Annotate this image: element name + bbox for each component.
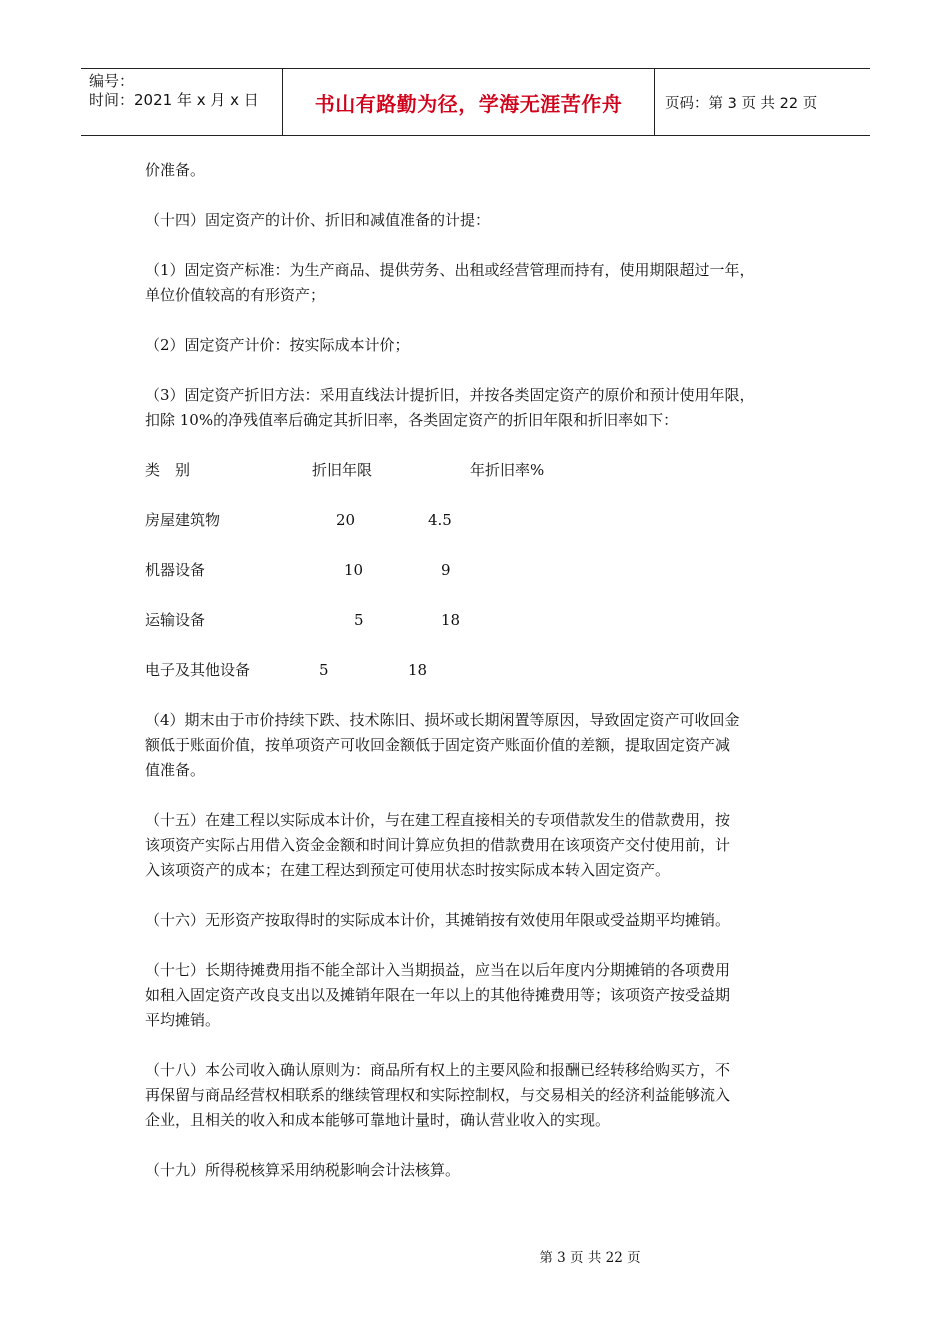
column-header-rate: 年折旧率% [470, 461, 545, 479]
column-header-years: 折旧年限 [312, 461, 373, 479]
footer-page-number: 第 3 页 共 22 页 [539, 1250, 641, 1266]
row-years: 5 [354, 611, 364, 629]
row-rate: 4.5 [428, 511, 452, 529]
paragraph: （2）固定资产计价：按实际成本计价； [145, 336, 410, 354]
section-heading: （十四）固定资产的计价、折旧和减值准备的计提： [145, 211, 491, 229]
row-category: 电子及其他设备 [145, 661, 251, 679]
row-category: 房屋建筑物 [145, 511, 221, 529]
row-category: 机器设备 [145, 561, 206, 579]
paragraph-line: （1）固定资产标准：为生产商品、提供劳务、出租或经营管理而持有，使用期限超过一年， [145, 261, 755, 279]
row-years: 20 [336, 511, 356, 529]
paragraph-line: （十五）在建工程以实际成本计价，与在建工程直接相关的专项借款发生的借款费用，按 [145, 811, 731, 829]
paragraph-line: （4）期末由于市价持续下跌、技术陈旧、损坏或长期闲置等原因，导致固定资产可收回金 [145, 711, 740, 729]
paragraph: （十九）所得税核算采用纳税影响会计法核算。 [145, 1161, 461, 1179]
document-body [145, 158, 815, 1183]
paragraph-line: （十七）长期待摊费用指不能全部计入当期损益，应当在以后年度内分期摊销的各项费用 [145, 961, 731, 979]
row-rate: 18 [408, 661, 428, 679]
row-rate: 18 [441, 611, 461, 629]
table-row [145, 658, 815, 683]
paragraph-line: 企业，且相关的收入和成本能够可靠地计量时，确认营业收入的实现。 [145, 1111, 611, 1129]
row-years: 10 [344, 561, 364, 579]
column-header-category: 类 别 [145, 461, 191, 479]
header-page-label: 页码：第 3 页 共 22 页 [665, 95, 818, 112]
page-footer [0, 1246, 950, 1266]
paragraph-line: （3）固定资产折旧方法：采用直线法计提折旧，并按各类固定资产的原价和预计使用年限， [145, 386, 755, 404]
paragraph-line: 值准备。 [145, 761, 206, 779]
paragraph-line: 平均摊销。 [145, 1011, 221, 1029]
page-header [81, 68, 870, 136]
header-motto: 书山有路勤为径，学海无涯苦作舟 [282, 69, 655, 135]
row-category: 运输设备 [145, 611, 206, 629]
table-header-row [145, 458, 815, 483]
table-row [145, 508, 815, 533]
paragraph: （十六）无形资产按取得时的实际成本计价，其摊销按有效使用年限或受益期平均摊销。 [145, 911, 731, 929]
paragraph-line: （十八）本公司收入确认原则为：商品所有权上的主要风险和报酬已经转移给购买方，不 [145, 1061, 731, 1079]
row-rate: 9 [441, 561, 451, 579]
row-years: 5 [319, 661, 329, 679]
header-meta [81, 69, 282, 135]
paragraph-line: 再保留与商品经营权相联系的继续管理权和实际控制权，与交易相关的经济利益能够流入 [145, 1086, 731, 1104]
paragraph-line: 额低于账面价值，按单项资产可收回金额低于固定资产账面价值的差额，提取固定资产减 [145, 736, 731, 754]
code-label: 编号： [89, 72, 135, 90]
time-label: 时间：2021 年 x 月 x 日 [89, 91, 259, 109]
paragraph-line: 单位价值较高的有形资产； [145, 286, 326, 304]
paragraph-line: 如租入固定资产改良支出以及摊销年限在一年以上的其他待摊费用等；该项资产按受益期 [145, 986, 731, 1004]
paragraph-line: 扣除 10%的净残值率后确定其折旧率，各类固定资产的折旧年限和折旧率如下： [145, 411, 679, 429]
paragraph-line: 该项资产实际占用借入资金金额和时间计算应负担的借款费用在该项资产交付使用前，计 [145, 836, 731, 854]
paragraph-line: 入该项资产的成本；在建工程达到预定可使用状态时按实际成本转入固定资产。 [145, 861, 671, 879]
table-row [145, 608, 815, 633]
table-row [145, 558, 815, 583]
paragraph: 价准备。 [145, 161, 206, 179]
